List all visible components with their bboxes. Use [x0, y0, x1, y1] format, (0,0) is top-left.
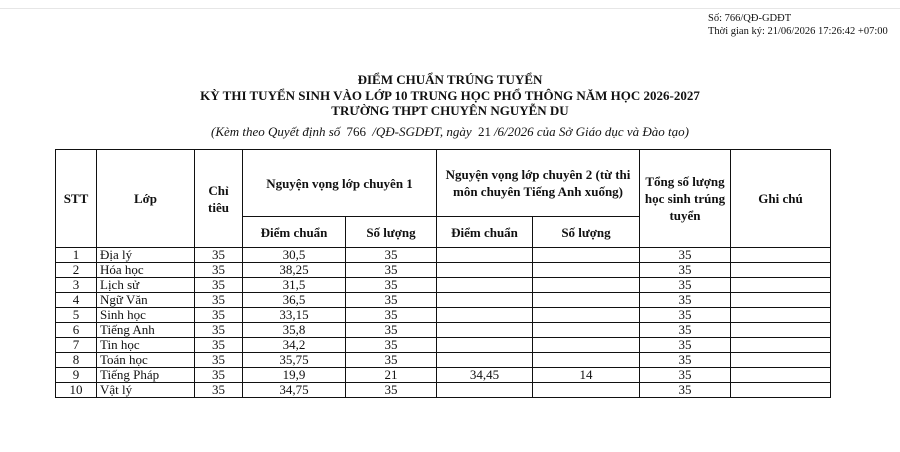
cell-total: 35 — [640, 338, 731, 353]
cell-notes — [731, 368, 831, 383]
cell-choice-2-count — [533, 338, 640, 353]
cell-quota: 35 — [195, 308, 243, 323]
cell-stt: 3 — [56, 278, 97, 293]
cell-choice-1-count: 35 — [346, 383, 437, 398]
cell-choice-1-count: 35 — [346, 338, 437, 353]
cell-choice-2-count — [533, 248, 640, 263]
cell-total: 35 — [640, 293, 731, 308]
document-title: ĐIỂM CHUẨN TRÚNG TUYỂN — [357, 72, 543, 87]
cell-quota: 35 — [195, 293, 243, 308]
top-divider — [0, 8, 900, 9]
decision-note — [0, 124, 900, 140]
header-notes: Ghi chú — [731, 150, 831, 248]
cell-choice-1-count: 35 — [346, 263, 437, 278]
signing-time-line — [708, 25, 888, 38]
cell-stt: 6 — [56, 323, 97, 338]
cell-choice-1-count: 35 — [346, 353, 437, 368]
cell-class: Tin học — [97, 338, 195, 353]
cell-class: Vật lý — [97, 383, 195, 398]
admission-scores-table — [55, 149, 831, 398]
signing-time-value: 21/06/2026 17:26:42 +07:00 — [767, 26, 888, 37]
cell-total: 35 — [640, 323, 731, 338]
cell-choice-1-count: 35 — [346, 293, 437, 308]
decision-note-suffix: /6/2026 của Sở Giáo dục và Đào tạo) — [493, 124, 689, 139]
cell-choice-1-score: 34,2 — [243, 338, 346, 353]
cell-quota: 35 — [195, 278, 243, 293]
cell-quota: 35 — [195, 248, 243, 263]
table-row — [56, 278, 831, 293]
cell-quota: 35 — [195, 338, 243, 353]
cell-choice-1-score: 38,25 — [243, 263, 346, 278]
cell-total: 35 — [640, 263, 731, 278]
cell-notes — [731, 293, 831, 308]
table-row — [56, 308, 831, 323]
cell-quota: 35 — [195, 323, 243, 338]
table-row — [56, 323, 831, 338]
cell-stt: 10 — [56, 383, 97, 398]
decision-note-mid: /QĐ-SGDĐT, ngày — [372, 124, 472, 139]
cell-total: 35 — [640, 308, 731, 323]
cell-notes — [731, 353, 831, 368]
cell-choice-2-score — [437, 323, 533, 338]
cell-choice-1-count: 35 — [346, 248, 437, 263]
header-choice-2-count: Số lượng — [533, 217, 640, 248]
cell-choice-1-count: 35 — [346, 323, 437, 338]
cell-class: Lịch sử — [97, 278, 195, 293]
table-row — [56, 293, 831, 308]
header-choice-1-score: Điểm chuẩn — [243, 217, 346, 248]
cell-class: Tiếng Anh — [97, 323, 195, 338]
cell-notes — [731, 383, 831, 398]
cell-choice-1-score: 33,15 — [243, 308, 346, 323]
table-row — [56, 383, 831, 398]
decision-number-label: Số: — [708, 13, 723, 24]
decision-note-day: 21 — [477, 124, 491, 139]
exam-title: KỲ THI TUYỂN SINH VÀO LỚP 10 TRUNG HỌC PHỔ THÔNG NĂM HỌC 2026-2027 — [200, 88, 700, 103]
cell-choice-2-count — [533, 353, 640, 368]
cell-total: 35 — [640, 383, 731, 398]
cell-class: Hóa học — [97, 263, 195, 278]
cell-choice-2-score — [437, 278, 533, 293]
cell-choice-2-count — [533, 383, 640, 398]
header-choice-1-count: Số lượng — [346, 217, 437, 248]
cell-choice-1-count: 35 — [346, 278, 437, 293]
cell-stt: 4 — [56, 293, 97, 308]
cell-choice-1-score: 34,75 — [243, 383, 346, 398]
cell-class: Sinh học — [97, 308, 195, 323]
cell-choice-1-score: 19,9 — [243, 368, 346, 383]
cell-choice-2-score — [437, 263, 533, 278]
signature-meta — [708, 12, 888, 38]
cell-quota: 35 — [195, 368, 243, 383]
cell-choice-2-score: 34,45 — [437, 368, 533, 383]
cell-choice-1-count: 21 — [346, 368, 437, 383]
cell-choice-1-score: 36,5 — [243, 293, 346, 308]
cell-choice-2-count — [533, 323, 640, 338]
cell-choice-2-count — [533, 308, 640, 323]
table-body — [56, 248, 831, 398]
cell-stt: 2 — [56, 263, 97, 278]
decision-number-line — [708, 12, 888, 25]
cell-class: Địa lý — [97, 248, 195, 263]
cell-choice-2-score — [437, 353, 533, 368]
cell-choice-2-score — [437, 383, 533, 398]
signing-time-label: Thời gian ký: — [708, 26, 765, 37]
cell-stt: 9 — [56, 368, 97, 383]
header-total-admitted: Tổng số lượng học sinh trúng tuyển — [640, 150, 731, 248]
cell-choice-1-score: 35,8 — [243, 323, 346, 338]
cell-total: 35 — [640, 368, 731, 383]
header-class: Lớp — [97, 150, 195, 248]
cell-notes — [731, 278, 831, 293]
cell-choice-2-score — [437, 308, 533, 323]
cell-choice-1-score: 30,5 — [243, 248, 346, 263]
cell-choice-2-score — [437, 338, 533, 353]
decision-note-prefix: (Kèm theo Quyết định số — [211, 124, 341, 139]
cell-choice-2-count — [533, 278, 640, 293]
cell-choice-2-score — [437, 293, 533, 308]
cell-stt: 7 — [56, 338, 97, 353]
table-row — [56, 248, 831, 263]
cell-choice-2-score — [437, 248, 533, 263]
cell-notes — [731, 308, 831, 323]
cell-notes — [731, 338, 831, 353]
cell-choice-2-count — [533, 263, 640, 278]
cell-total: 35 — [640, 248, 731, 263]
cell-quota: 35 — [195, 263, 243, 278]
header-choice-2-score: Điểm chuẩn — [437, 217, 533, 248]
cell-choice-1-score: 31,5 — [243, 278, 346, 293]
cell-total: 35 — [640, 278, 731, 293]
table-row — [56, 263, 831, 278]
cell-stt: 8 — [56, 353, 97, 368]
table-row — [56, 338, 831, 353]
cell-choice-1-score: 35,75 — [243, 353, 346, 368]
cell-stt: 1 — [56, 248, 97, 263]
header-choice-1: Nguyện vọng lớp chuyên 1 — [243, 150, 437, 217]
header-quota: Chỉ tiêu — [195, 150, 243, 248]
cell-notes — [731, 323, 831, 338]
decision-number-value: 766/QĐ-GDĐT — [724, 13, 792, 24]
school-name: TRƯỜNG THPT CHUYÊN NGUYỄN DU — [331, 103, 569, 118]
header-choice-2: Nguyện vọng lớp chuyên 2 (từ thi môn chuyên Tiếng Anh xuống) — [437, 150, 640, 217]
cell-choice-1-count: 35 — [346, 308, 437, 323]
cell-choice-2-count: 14 — [533, 368, 640, 383]
table-row — [56, 353, 831, 368]
cell-class: Ngữ Văn — [97, 293, 195, 308]
cell-stt: 5 — [56, 308, 97, 323]
cell-class: Toán học — [97, 353, 195, 368]
decision-note-number: 766 — [346, 124, 367, 139]
table-row — [56, 368, 831, 383]
cell-choice-2-count — [533, 293, 640, 308]
cell-class: Tiếng Pháp — [97, 368, 195, 383]
cell-notes — [731, 248, 831, 263]
cell-quota: 35 — [195, 353, 243, 368]
header-stt: STT — [56, 150, 97, 248]
cell-total: 35 — [640, 353, 731, 368]
cell-notes — [731, 263, 831, 278]
cell-quota: 35 — [195, 383, 243, 398]
